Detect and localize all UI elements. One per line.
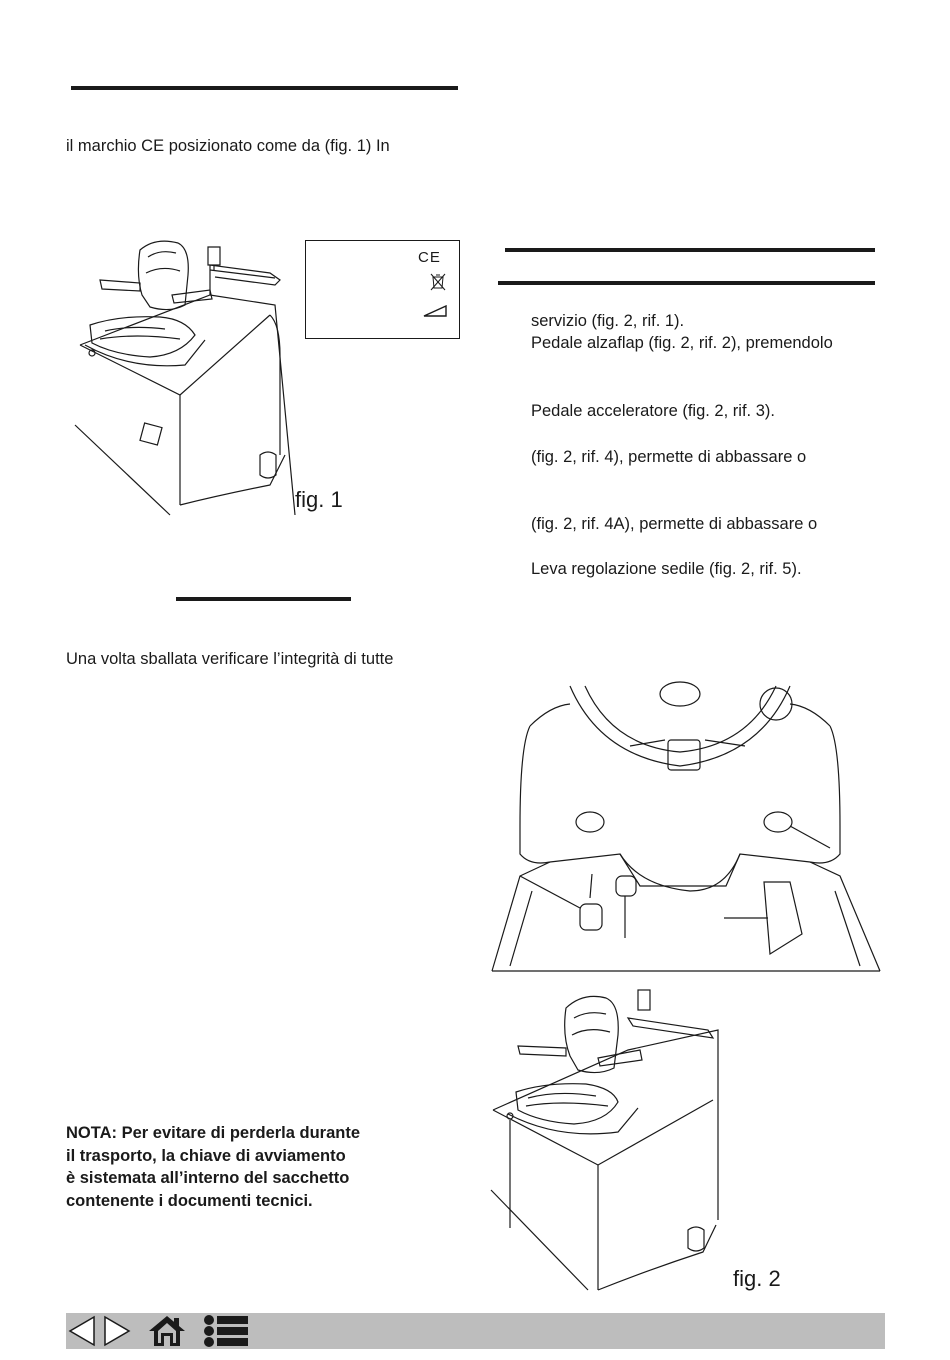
intro-text: il marchio CE posizionato come da (fig. 1) In — [66, 137, 390, 155]
figure-1-illustration — [70, 235, 300, 520]
ce-mark: CE — [418, 249, 441, 266]
ramp-triangle-icon — [423, 305, 447, 317]
lever-4-text: (fig. 2, rif. 4), permette di abbassare o — [531, 448, 807, 466]
crossed-bin-icon — [430, 273, 446, 291]
header-rule-left — [71, 86, 458, 90]
navigation-bar — [66, 1313, 885, 1349]
service-brake-text: servizio (fig. 2, rif. 1). — [531, 312, 685, 330]
accelerator-pedal-text: Pedale acceleratore (fig. 2, rif. 3). — [531, 402, 775, 420]
triangle-right-icon — [102, 1313, 132, 1349]
unpack-text: Una volta sballata verificare l’integrità di tutte — [66, 650, 394, 668]
note-line: contenente i documenti tecnici. — [66, 1191, 313, 1210]
home-button[interactable] — [146, 1313, 188, 1349]
seat-lever-text: Leva regolazione sedile (fig. 2, rif. 5). — [531, 560, 802, 578]
header-rule-right-bottom — [498, 281, 875, 285]
next-page-button[interactable] — [102, 1313, 132, 1349]
fig-2-label: fig. 2 — [733, 1266, 781, 1291]
home-icon — [146, 1313, 188, 1349]
ce-label-plate — [305, 240, 460, 339]
fig-1-label: fig. 1 — [295, 487, 343, 512]
lever-4a-text: (fig. 2, rif. 4A), permette di abbassare o — [531, 515, 818, 533]
triangle-left-icon — [67, 1313, 97, 1349]
note-paragraph — [66, 1122, 360, 1212]
flap-pedal-text: Pedale alzaflap (fig. 2, rif. 2), premendolo — [531, 334, 833, 352]
list-icon — [202, 1313, 250, 1349]
figure-2-seat-illustration — [488, 990, 728, 1295]
note-line: NOTA: Per evitare di perderla durante — [66, 1124, 361, 1142]
header-rule-right-top — [505, 248, 875, 252]
index-button[interactable] — [202, 1313, 250, 1349]
figure-2-pedals-illustration — [490, 686, 882, 974]
section-rule-left — [176, 597, 351, 601]
prev-page-button[interactable] — [67, 1313, 97, 1349]
note-line: il trasporto, la chiave di avviamento — [66, 1146, 346, 1165]
note-line: è sistemata all’interno del sacchetto — [66, 1169, 350, 1187]
